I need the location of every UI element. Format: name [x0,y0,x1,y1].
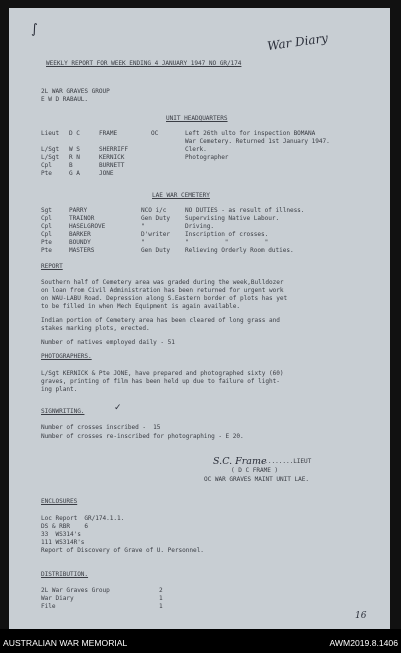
hq-name: JONE [99,170,114,177]
unit-name-line1: 2L WAR GRAVES GROUP [41,88,110,95]
lae-post: NCO i/c [141,207,167,214]
lae-post: " [141,239,145,246]
photographers-line: L/Sgt KERNICK & Pte JONE, have prepared and photographed sixty (60) [41,370,284,377]
distribution-copies: 2 [159,587,163,594]
lae-duty: NO DUTIES - as result of illness. [185,207,305,214]
signature-name: ( D C FRAME ) [231,467,279,474]
lae-rank: Cpl [41,223,52,230]
hq-rank: Lieut [41,130,60,137]
signwriting-line: Number of crosses re-inscribed for photographing - E 20. [41,433,244,440]
hq-name: FRAME [99,130,118,137]
unit-hq-heading: UNIT HEADQUARTERS [166,115,228,122]
signature-rank-line: ..........LIEUT [257,458,312,465]
hq-initials: B [69,162,73,169]
distribution-recipient: 2L War Graves Group [41,587,110,594]
hq-duty: Photographer [185,154,229,161]
lae-post: " [141,223,145,230]
enclosure-line: 111 WS314R's [41,539,85,546]
lae-rank: Sgt [41,207,52,214]
natives-employed-line: Number of natives employed daily - 51 [41,339,175,346]
enclosure-line: Report of Discovery of Grave of U. Personnel. [41,547,204,554]
distribution-copies: 1 [159,595,163,602]
distribution-recipient: File [41,603,56,610]
unit-name-line2: E W D RABAUL. [41,96,89,103]
lae-duty: Supervising Native Labour. [185,215,280,222]
war-diary-annotation: War Diary [266,30,329,54]
lae-rank: Cpl [41,231,52,238]
hq-duty: War Cemetery. Returned 1st January 1947. [185,138,330,145]
report-heading: REPORT [41,263,63,270]
hq-initials: R N [69,154,80,161]
photographers-line: graves, printing of film has been held up due to failure of light- [41,378,280,385]
lae-post: Gen Duty [141,247,170,254]
lae-post: D'writer [141,231,170,238]
lae-rank: Pte [41,239,52,246]
hq-rank: Pte [41,170,52,177]
distribution-copies: 1 [159,603,163,610]
report-line: Southern half of Cemetery area was graded during the week,Bulldozer [41,279,284,286]
lae-name: BOUNDY [69,239,91,246]
hq-rank: L/Sgt [41,154,60,161]
hq-duty: Clerk. [185,146,207,153]
hq-name: BURNETT [99,162,125,169]
document-page [9,8,390,629]
page-number-annotation: 16 [355,611,367,621]
tick-mark: ✓ [114,403,122,413]
hq-initials: D C [69,130,80,137]
hq-duty: Left 26th ulto for inspection BOMANA [185,130,316,137]
photographers-line: ing plant. [41,386,78,393]
distribution-recipient: War Diary [41,595,74,602]
hq-initials: W S [69,146,80,153]
enclosure-line: 33 WS314's [41,531,81,538]
enclosure-line: DS & RBR 6 [41,523,89,530]
hq-initials: G A [69,170,80,177]
report-line: on loan from Civil Administration has been returned for urgent work [41,287,284,294]
hq-rank: Cpl [41,162,52,169]
photographers-heading: PHOTOGRAPHERS. [41,353,92,360]
hq-post: OC [151,130,159,137]
enclosures-heading: ENCLOSURES [41,498,78,505]
lae-rank: Pte [41,247,52,254]
signature-title: OC WAR GRAVES MAINT UNIT LAE. [204,476,309,483]
lae-name: PARRY [69,207,88,214]
report-title: WEEKLY REPORT FOR WEEK ENDING 4 JANUARY 1947 NO GR/174 [46,60,242,67]
distribution-heading: DISTRIBUTION. [41,571,89,578]
lae-rank: Cpl [41,215,52,222]
report-line: to be filled in when Mech Equipment is again available. [41,303,241,310]
footer-institution: AUSTRALIAN WAR MEMORIAL [3,638,128,648]
lae-name: TRAINOR [69,215,95,222]
report-line: Indian portion of Cemetery area has been cleared of long grass and [41,317,280,324]
report-line: stakes marking plots, erected. [41,325,150,332]
signwriting-line: Number of crosses inscribed - 15 [41,424,161,431]
hq-name: SHERRIFF [99,146,128,153]
lae-name: MASTERS [69,247,95,254]
report-line: on WAU-LABU Road. Depression along S.Eastern border of plots has yet [41,295,288,302]
lae-name: HASELGROVE [69,223,106,230]
handwritten-signature: S.C. Frame [213,456,267,467]
lae-cemetery-heading: LAE WAR CEMETERY [152,192,210,199]
signwriting-heading: SIGNWRITING. [41,408,85,415]
corner-scribble-mark: ∫ [31,22,38,37]
hq-rank: L/Sgt [41,146,60,153]
lae-duty: " " " [185,239,269,246]
footer-bar [0,629,401,653]
lae-name: BARKER [69,231,91,238]
lae-duty: Relieving Orderly Room duties. [185,247,294,254]
lae-post: Gen Duty [141,215,170,222]
lae-duty: Driving. [185,223,214,230]
lae-duty: Inscription of crosses. [185,231,269,238]
enclosure-line: Loc Report GR/174.1.1. [41,515,125,522]
hq-name: KERNICK [99,154,125,161]
footer-accession-number: AWM2019.8.1406 [329,638,398,648]
